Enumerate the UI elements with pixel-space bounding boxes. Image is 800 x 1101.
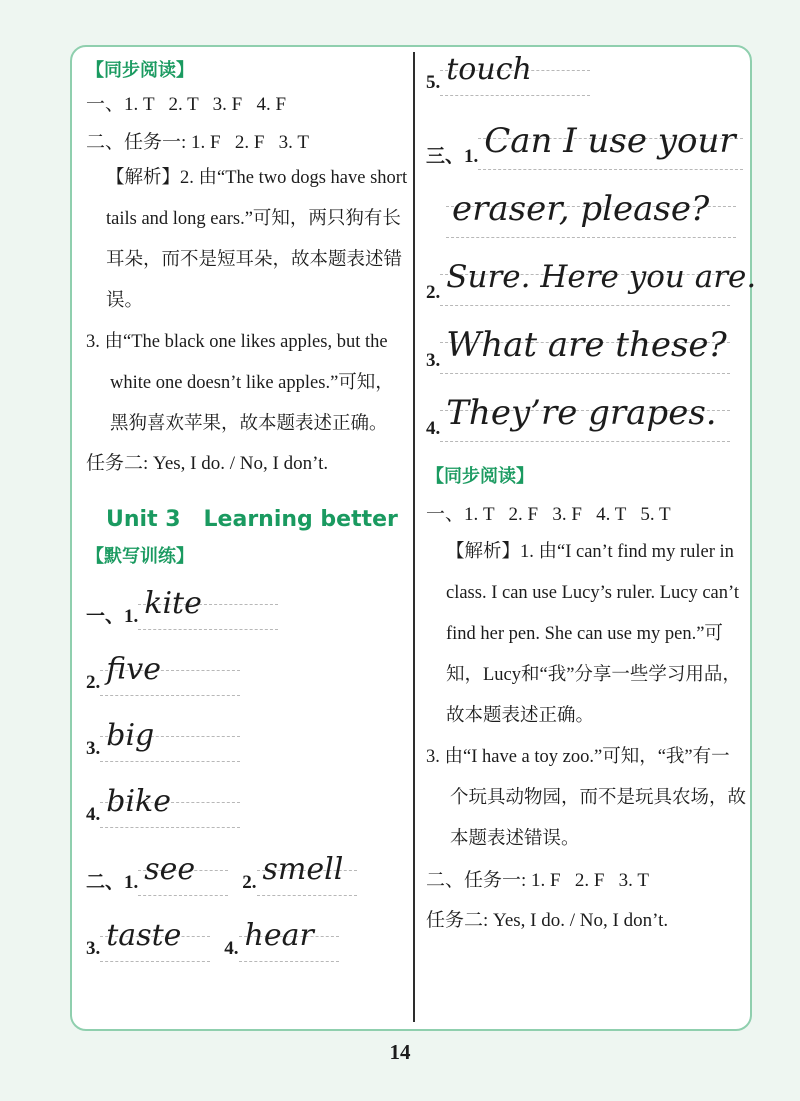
writing-lines: [100, 648, 240, 698]
sentence-row: [426, 116, 746, 172]
analysis-1: 【解析】1. 由“I can’t find my ruler in class. I can use Lucy’s ruler. Lucy can’t find her pen. She can use my pen.”可知，Lucy和“我”分享一些学习用品，故本题表述正确。: [446, 542, 741, 726]
part2-task1-answers: 二、任务一: 1. F 2. F 3. T: [426, 870, 649, 891]
reading-heading: 【同步阅读】: [86, 60, 194, 81]
item-number: 3.: [86, 738, 101, 759]
writing-lines: [478, 116, 743, 172]
analysis-2: 【解析】2. 由“The two dogs have short tails and long ears.”可知，两只狗有长耳朵，而不是短耳朵，故本题表述错误。: [106, 168, 408, 311]
handwritten-word: bike: [106, 784, 171, 819]
handwriting-pair-row: [86, 848, 408, 898]
handwriting-row: [86, 648, 408, 698]
analysis-3: 3. 由“The black one likes apples, but the white one doesn’t like apples.”可知，黑狗喜欢苹果，故本题表述正确。: [86, 332, 394, 434]
handwritten-sentence: eraser, please?: [452, 189, 710, 229]
part1-answers: 一、1. T 2. T 3. F 4. F: [86, 94, 287, 115]
dictation-heading: 【默写训练】: [86, 546, 194, 567]
task2-answer: 任务二: Yes, I do. / No, I don’t.: [86, 453, 329, 474]
right-column: [426, 48, 757, 934]
item-number: 2.: [86, 672, 101, 693]
handwritten-word: see: [144, 852, 196, 887]
item-number: 3.: [86, 938, 101, 959]
handwritten-sentence: Can I use your: [484, 121, 736, 161]
handwritten-word: smell: [262, 852, 344, 887]
handwritten-word: hear: [244, 918, 314, 953]
item-number: 2.: [242, 872, 257, 893]
handwriting-pair-row: [86, 914, 408, 964]
item-number: 三、1.: [426, 146, 479, 167]
writing-lines: [440, 48, 590, 98]
item-number: 2.: [426, 282, 441, 303]
part1-answers: 一、1. T 2. F 3. F 4. T 5. T: [426, 504, 671, 525]
column-divider: [413, 52, 415, 1022]
writing-lines: [138, 582, 278, 632]
writing-lines: [446, 184, 736, 240]
task2-answer: 任务二: Yes, I do. / No, I don’t.: [426, 910, 669, 931]
writing-lines: [100, 914, 210, 964]
writing-lines: [440, 388, 730, 444]
handwritten-sentence: What are these?: [446, 325, 727, 365]
handwritten-sentence: Sure. Here you are.: [446, 259, 757, 295]
handwritten-word: big: [106, 718, 155, 753]
item-number: 5.: [426, 72, 441, 93]
sentence-row: [426, 184, 746, 240]
sentence-row: [426, 252, 757, 308]
analysis-3: 3. 由“I have a toy zoo.”可知，“我”有一个玩具动物园，而不是玩具农场，故本题表述错误。: [426, 747, 747, 849]
page-number: 14: [389, 1040, 411, 1064]
item-number: 一、1.: [86, 606, 139, 627]
reading-heading: 【同步阅读】: [426, 466, 534, 487]
handwritten-word: taste: [106, 918, 182, 953]
handwriting-row: [86, 714, 408, 764]
handwritten-word: kite: [144, 586, 202, 621]
writing-lines: [239, 914, 339, 964]
left-column: [86, 48, 408, 964]
part2-task1-answers: 二、任务一: 1. F 2. F 3. T: [86, 132, 309, 153]
sentence-row: [426, 388, 746, 444]
handwriting-row: [86, 780, 408, 830]
item-number: 4.: [224, 938, 239, 959]
writing-lines: [440, 320, 730, 376]
item-number: 4.: [426, 418, 441, 439]
item-number: 二、1.: [86, 872, 139, 893]
writing-lines: [257, 848, 357, 898]
item-number: 3.: [426, 350, 441, 371]
handwritten-word: touch: [446, 52, 532, 87]
writing-lines: [100, 714, 240, 764]
writing-lines: [100, 780, 240, 830]
item-number: 4.: [86, 804, 101, 825]
handwritten-sentence: They’re grapes.: [446, 393, 717, 433]
unit-title: Unit 3 Learning better: [106, 507, 398, 532]
writing-lines: [440, 252, 757, 308]
sentence-row: [426, 320, 746, 376]
handwritten-word: five: [106, 652, 161, 687]
handwriting-row: [86, 582, 408, 632]
handwriting-row: [426, 48, 746, 98]
writing-lines: [138, 848, 228, 898]
